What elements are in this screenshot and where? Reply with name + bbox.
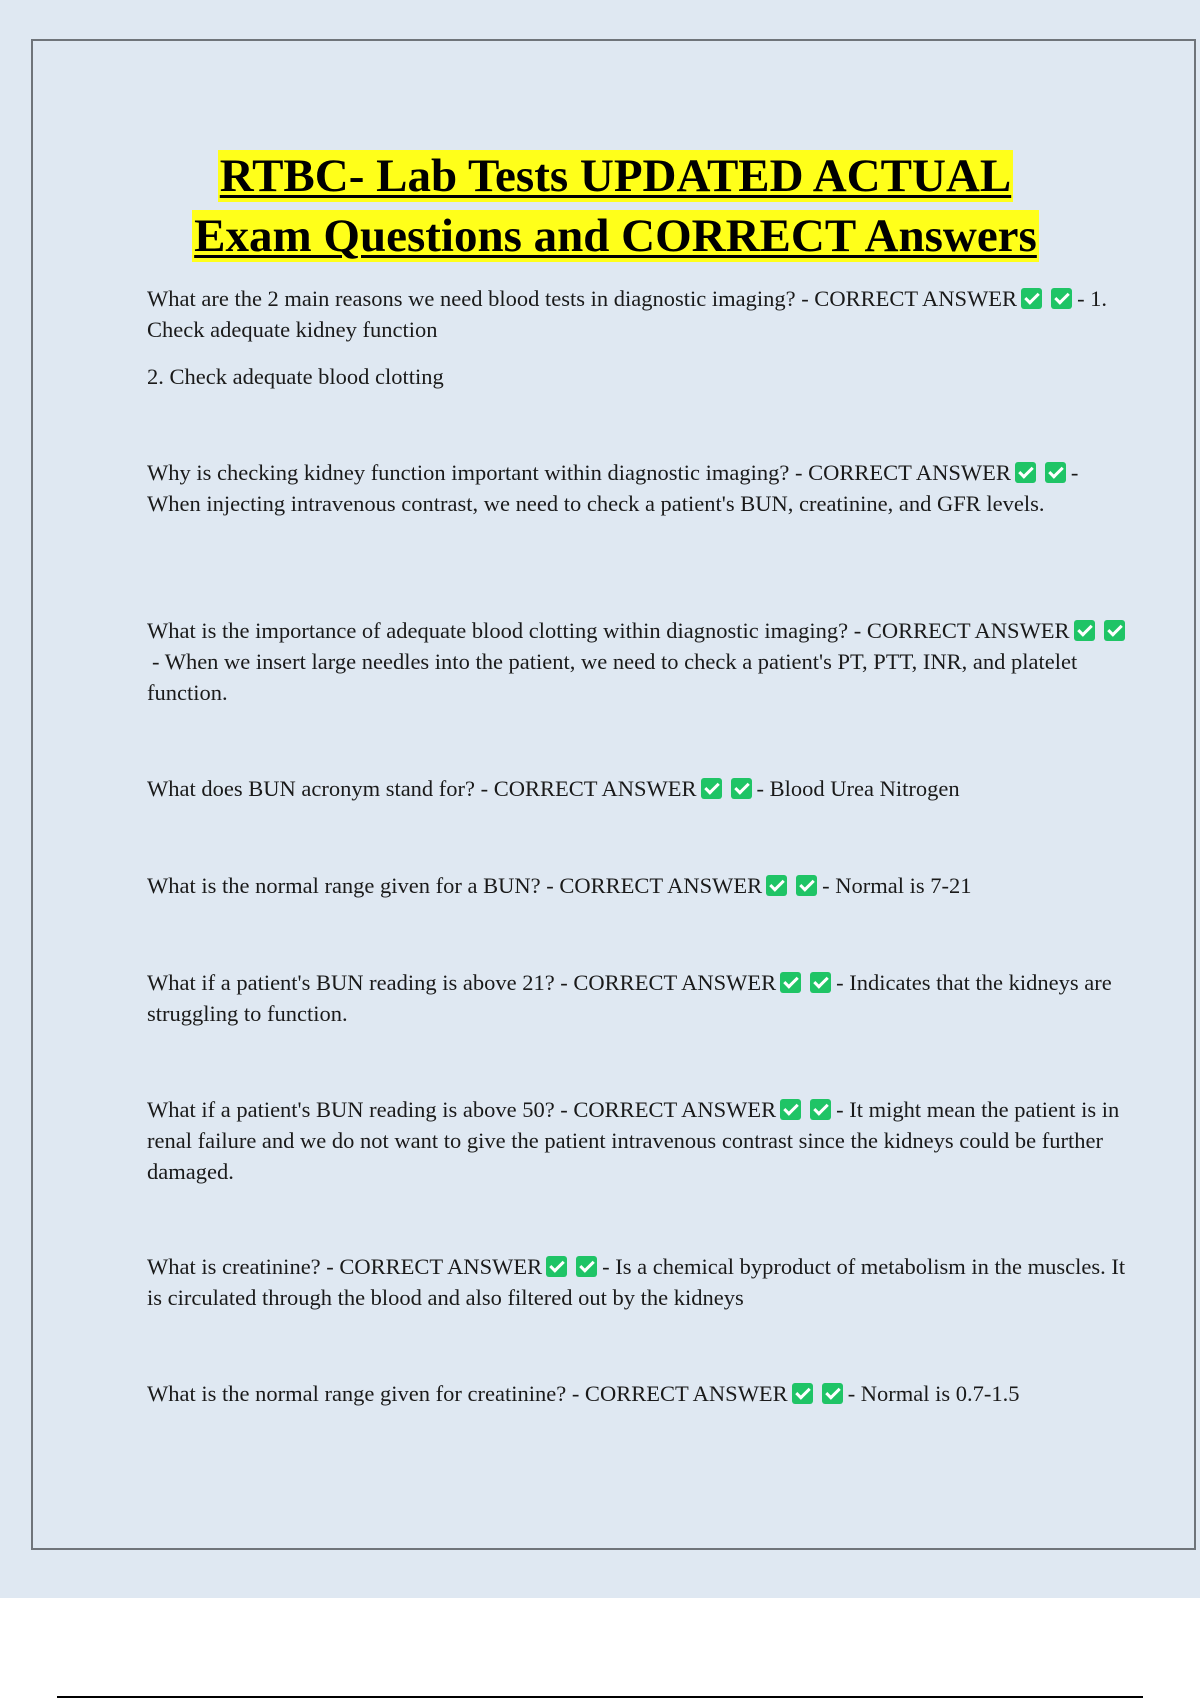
qa-item-3 <box>147 615 1127 708</box>
green-check-box-icon <box>810 1099 831 1120</box>
question-text: What if a patient's BUN reading is above 21? - CORRECT ANSWER <box>147 970 777 995</box>
question-text: What is the importance of adequate blood clotting within diagnostic imaging? - CORRECT ANSWER <box>147 618 1070 643</box>
question-text: Why is checking kidney function important within diagnostic imaging? - CORRECT ANSWER <box>147 460 1011 485</box>
answer-text: - It might mean the patient is in renal failure and we do not want to give the patient intravenous contrast since the kidneys could be further damaged. <box>147 1097 1120 1184</box>
green-check-box-icon <box>546 1256 567 1277</box>
green-check-box-icon <box>1021 288 1042 309</box>
answer-text: - Normal is 0.7-1.5 <box>847 1381 1020 1406</box>
answer-text: - Indicates that the kidneys are struggling to function. <box>147 970 1112 1026</box>
question-text: What are the 2 main reasons we need blood tests in diagnostic imaging? - CORRECT ANSWER <box>147 286 1018 311</box>
green-check-box-icon <box>576 1256 597 1277</box>
answer-text: - When we insert large needles into the patient, we need to check a patient's PT, PTT, INR, and platelet function. <box>147 649 1078 705</box>
answer-text: - Is a chemical byproduct of metabolism in the muscles. It is circulated through the blood and also filtered out by the kidneys <box>147 1254 1126 1310</box>
green-check-box-icon <box>780 972 801 993</box>
question-text: What does BUN acronym stand for? - CORRECT ANSWER <box>147 776 697 801</box>
answer-text: - 1. Check adequate kidney function <box>147 286 1108 342</box>
green-check-box-icon <box>731 778 752 799</box>
green-check-box-icon <box>792 1383 813 1404</box>
green-check-box-icon <box>766 875 787 896</box>
document-title <box>33 146 1198 266</box>
green-check-box-icon <box>701 778 722 799</box>
document-page <box>31 39 1196 1550</box>
title-line-2: Exam Questions and CORRECT Answers <box>194 210 1037 262</box>
answer-text: - Normal is 7-21 <box>822 873 972 898</box>
green-check-box-icon <box>780 1099 801 1120</box>
qa-item-4 <box>147 773 1127 804</box>
qa-item-1 <box>147 283 1127 345</box>
green-check-box-icon <box>796 875 817 896</box>
green-check-box-icon <box>1074 620 1095 641</box>
green-check-box-icon <box>1015 462 1036 483</box>
qa-item-9 <box>147 1378 1127 1409</box>
question-text: What is the normal range given for a BUN? - CORRECT ANSWER <box>147 873 763 898</box>
question-text: What is creatinine? - CORRECT ANSWER <box>147 1254 543 1279</box>
answer-text: - Blood Urea Nitrogen <box>756 776 960 801</box>
green-check-box-icon <box>1104 620 1125 641</box>
qa-item-7 <box>147 1094 1127 1187</box>
question-text: What is the normal range given for creatinine? - CORRECT ANSWER <box>147 1381 788 1406</box>
green-check-box-icon <box>822 1383 843 1404</box>
next-page-top-rule <box>57 1696 1143 1698</box>
qa-item-8 <box>147 1251 1127 1313</box>
title-line-1: RTBC- Lab Tests UPDATED ACTUAL <box>219 150 1012 202</box>
green-check-box-icon <box>1045 462 1066 483</box>
qa-item-6 <box>147 967 1127 1029</box>
green-check-box-icon <box>810 972 831 993</box>
answer-extra-line: 2. Check adequate blood clotting <box>147 364 444 389</box>
qa-item-5 <box>147 870 1127 901</box>
answer-text: - When injecting intravenous contrast, we need to check a patient's BUN, creatinine, and GFR levels. <box>147 460 1079 516</box>
qa-item-2 <box>147 457 1127 519</box>
question-text: What if a patient's BUN reading is above 50? - CORRECT ANSWER <box>147 1097 777 1122</box>
green-check-box-icon <box>1051 288 1072 309</box>
